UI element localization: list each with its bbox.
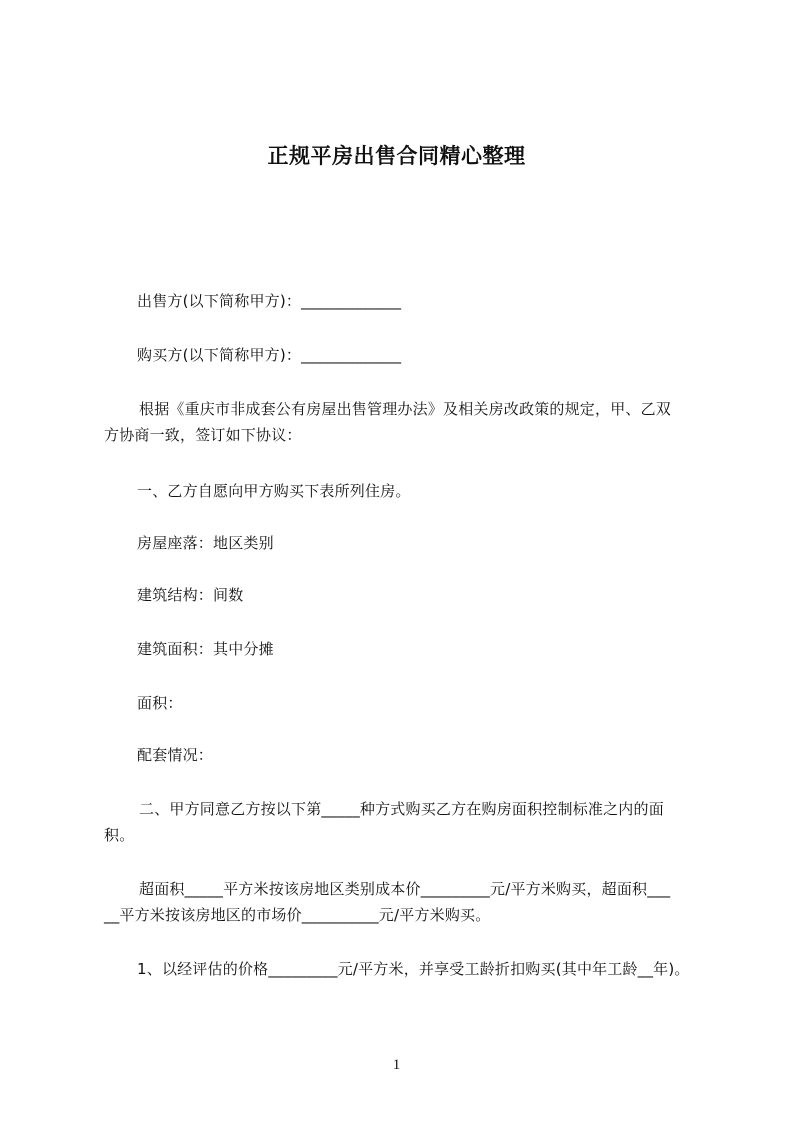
excess-area-line-2: __平方米按该房地区的市场价__________元/平方米购买。 — [104, 906, 491, 924]
clause-2-line-2: 积。 — [104, 826, 135, 844]
seller-line: 出售方(以下简称甲方)：_____________ — [137, 292, 402, 310]
excess-area-line-1: 超面积_____平方米按该房地区类别成本价_________元/平方米购买，超面积___ — [139, 880, 671, 898]
clause-1: 一、乙方自愿向甲方购买下表所列住房。 — [137, 482, 411, 500]
intro-paragraph — [104, 396, 704, 448]
building-structure-line: 建筑结构：间数 — [137, 586, 244, 604]
option-1-line: 1、以经评估的价格_________元/平方米，并享受工龄折扣购买(其中年工龄__年)。 — [137, 960, 690, 978]
excess-area-paragraph — [104, 876, 704, 928]
clause-2-line-1: 二、甲方同意乙方按以下第_____种方式购买乙方在购房面积控制标准之内的面 — [139, 800, 664, 818]
buyer-line: 购买方(以下简称甲方)：_____________ — [137, 346, 402, 364]
area-line: 面积： — [137, 694, 183, 712]
intro-line-2: 方协商一致，签订如下协议： — [104, 426, 302, 444]
clause-2-paragraph — [104, 796, 704, 848]
building-area-line: 建筑面积：其中分摊 — [137, 640, 274, 658]
document-title: 正规平房出售合同精心整理 — [267, 144, 526, 168]
intro-line-1: 根据《重庆市非成套公有房屋出售管理办法》及相关房改政策的规定，甲、乙双 — [139, 400, 672, 418]
page-number: 1 — [392, 1057, 401, 1073]
house-location-line: 房屋座落：地区类别 — [137, 534, 274, 552]
facilities-line: 配套情况： — [137, 746, 214, 764]
